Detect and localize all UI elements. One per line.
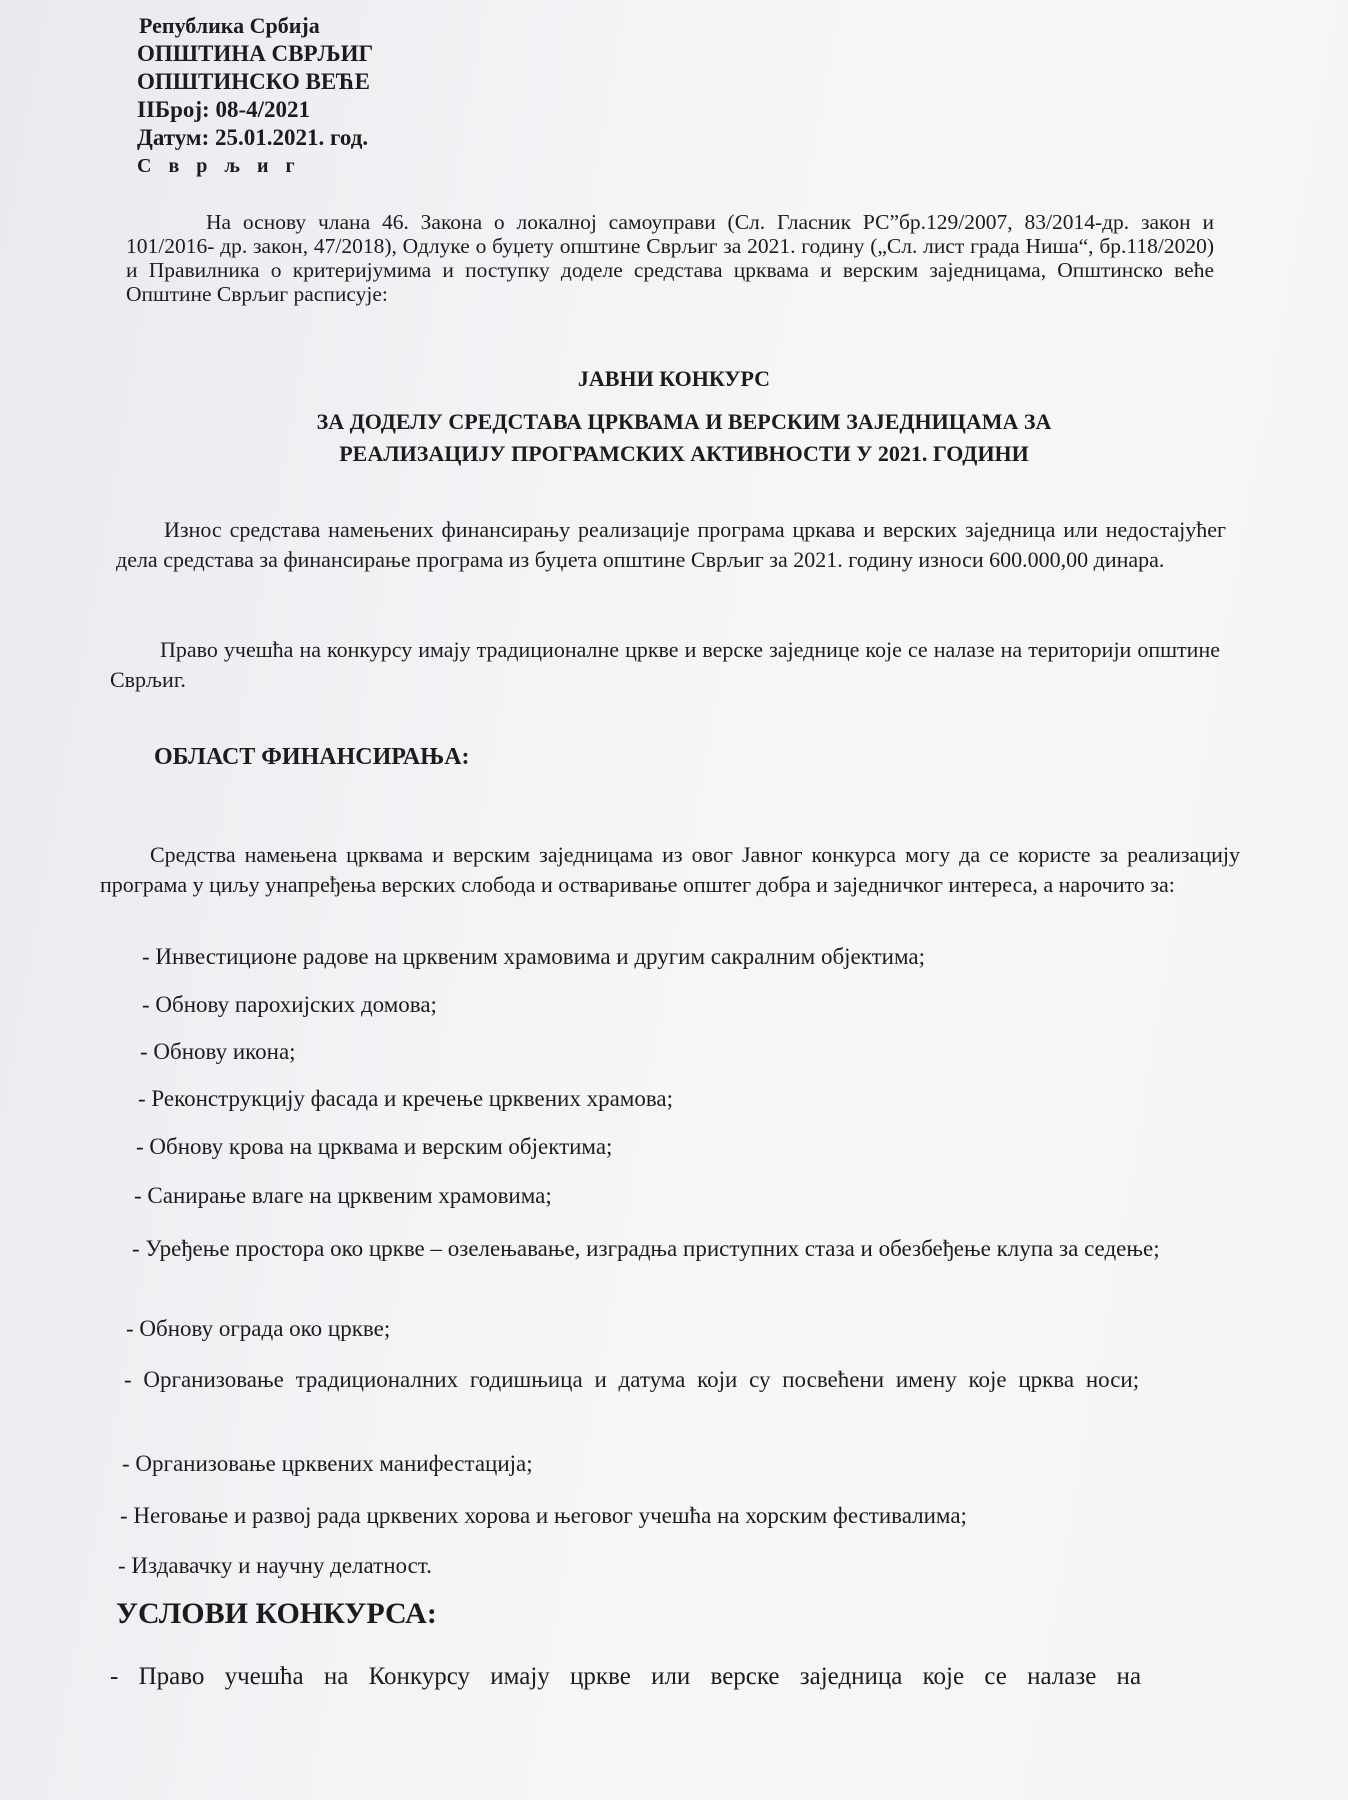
title-line-2: ЗА ДОДЕЛУ СРЕДСТАВА ЦРКВАМА И ВЕРСКИМ ЗАЈЕДНИЦАМА ЗА — [316, 409, 1052, 434]
list-item: - Обнову крова на црквама и верским објектима; — [136, 1134, 613, 1159]
title-line-3: РЕАЛИЗАЦИЈУ ПРОГРАМСКИХ АКТИВНОСТИ У 2021. ГОДИНИ — [339, 441, 1029, 466]
list-item: - Организовање црквених манифестација; — [122, 1451, 533, 1476]
list-item: - Инвестиционе радове на црквеним храмовима и другим сакралним објектима; — [142, 944, 925, 969]
header-municipality: ОПШТИНА СВРЉИГ — [137, 41, 374, 66]
header-date: Датум: 25.01.2021. год. — [137, 125, 369, 150]
eligibility-paragraph: Право учешћа на конкурсу имају традиционалне цркве и верске заједнице које се налазе на територији општине Сврљиг. — [110, 637, 1220, 692]
list-item: - Неговање и развој рада црквених хорова и његовог учешћа на хорским фестивалима; — [120, 1503, 967, 1528]
header-council: ОПШТИНСКО ВЕЋЕ — [137, 69, 370, 94]
list-item: - Обнову ограда око цркве; — [126, 1316, 391, 1341]
intro-paragraph: На основу члана 46. Закона о локалној самоуправи (Сл. Гласник РС”бр.129/2007, 83/2014-др. закон и 101/2016- др. закон, 47/2018), Одлуке о буџету општине Сврљиг за 2021. годину („Сл. лист града Ниша“, бр.118/2020) и Правилника о критеријумима и поступку доделе средстава црквама и верским заједницама, Општинско веће Општине Сврљиг расписује: — [126, 210, 1214, 306]
amount-paragraph: Износ средстава намењених финансирању реализације програма цркава и верских заједница или недостајућег дела средстава за финансирање програма из буџета општине Сврљиг за 2021. годину износи 600.000,00 динара. — [116, 517, 1226, 572]
list-item: - Обнову парохијских домова; — [142, 992, 437, 1017]
header-number: ІІБрој: 08-4/2021 — [137, 97, 311, 122]
section-heading-conditions: УСЛОВИ КОНКУРСА: — [116, 1597, 437, 1630]
header-republic: Република Србија — [139, 13, 320, 38]
title-line-1: ЈАВНИ КОНКУРС — [577, 366, 771, 391]
list-item: - Уређење простора око цркве – озелењавање, изградња приступних стаза и обезбеђење клупа за седење; — [132, 1236, 1160, 1261]
list-item: - Обнову икона; — [140, 1039, 296, 1064]
header-place: С в р љ и г — [137, 155, 301, 177]
section-heading-funding-area: ОБЛАСТ ФИНАНСИРАЊА: — [154, 744, 470, 770]
document-header — [137, 12, 373, 180]
list-item: - Реконструкцију фасада и кречење црквених храмова; — [138, 1086, 673, 1111]
list-item: - Санирање влаге на црквеним храмовима; — [134, 1183, 552, 1208]
conditions-paragraph: - Право учешћа на Конкурсу имају цркве или верске заједница које се налазе на — [110, 1663, 1142, 1690]
list-item: - Издавачку и научну делатност. — [118, 1553, 432, 1578]
funding-paragraph: Средства намењена црквама и верским заједницама из овог Јавног конкурса могу да се користе за реализацију програма у циљу унапређења верских слобода и остваривање општег добра и заједничког интереса, а нарочито за: — [100, 842, 1240, 897]
list-item: - Организовање традиционалних годишњица и датума који су посвећени имену које црква носи; — [124, 1367, 1140, 1392]
